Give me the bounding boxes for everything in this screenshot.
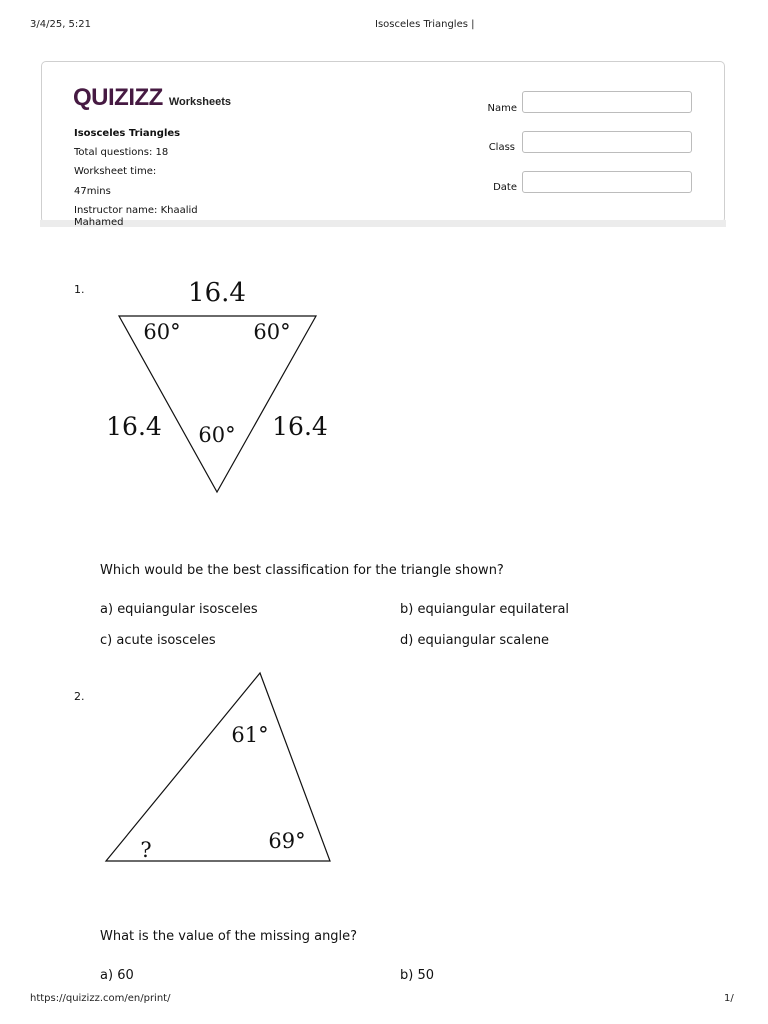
q1-angle-bottom: 60° bbox=[198, 423, 236, 447]
option-label: equiangular scalene bbox=[417, 633, 550, 648]
q2-angle-left: ? bbox=[140, 838, 152, 862]
print-page-title: Isosceles Triangles | bbox=[375, 19, 475, 30]
option-letter: d) bbox=[400, 633, 414, 648]
instructor-name: Instructor name: Khaalid Mahamed bbox=[74, 205, 198, 228]
option-letter: b) bbox=[400, 602, 414, 617]
print-url: https://quizizz.com/en/print/ bbox=[30, 993, 171, 1004]
option-letter: b) bbox=[400, 968, 414, 983]
worksheet-time-value: 47mins bbox=[74, 186, 111, 197]
q1-top-side: 16.4 bbox=[188, 278, 246, 308]
q1-right-side: 16.4 bbox=[272, 412, 328, 441]
question-2-text: What is the value of the missing angle? bbox=[100, 929, 358, 944]
option-letter: c) bbox=[100, 633, 113, 648]
class-label: Class bbox=[488, 142, 515, 153]
option-label: acute isosceles bbox=[116, 633, 216, 648]
option-label: equiangular equilateral bbox=[417, 602, 570, 617]
logo-product: Worksheets bbox=[168, 96, 231, 108]
q1-angle-top-left: 60° bbox=[143, 320, 181, 344]
print-page-number: 1/ bbox=[724, 993, 734, 1004]
question-1-text: Which would be the best classification for the triangle shown? bbox=[100, 563, 504, 578]
q1-option-d[interactable] bbox=[400, 633, 549, 648]
option-label: 60 bbox=[117, 968, 134, 983]
total-questions: Total questions: 18 bbox=[74, 147, 169, 158]
logo-wordmark: QUIZIZZ bbox=[73, 84, 163, 111]
q2-option-b[interactable] bbox=[400, 968, 434, 983]
worksheet-title: Isosceles Triangles bbox=[74, 128, 181, 139]
question-1-number: 1. bbox=[74, 283, 85, 296]
option-label: 50 bbox=[417, 968, 435, 983]
q1-option-c[interactable] bbox=[100, 633, 216, 648]
print-datetime: 3/4/25, 5:21 bbox=[30, 19, 92, 30]
q2-angle-right: 69° bbox=[268, 829, 306, 853]
option-letter: a) bbox=[100, 602, 114, 617]
worksheet-time-label: Worksheet time: bbox=[74, 166, 157, 177]
q2-angle-top: 61° bbox=[231, 723, 269, 747]
q1-left-side: 16.4 bbox=[106, 412, 162, 441]
question-2-number: 2. bbox=[74, 690, 85, 703]
date-label: Date bbox=[493, 182, 517, 193]
option-letter: a) bbox=[100, 968, 114, 983]
q1-option-b[interactable] bbox=[400, 602, 569, 617]
q2-option-a[interactable] bbox=[100, 968, 134, 983]
name-label: Name bbox=[487, 103, 517, 114]
q1-angle-top-right: 60° bbox=[253, 320, 291, 344]
q1-option-a[interactable] bbox=[100, 602, 258, 617]
option-label: equiangular isosceles bbox=[117, 602, 258, 617]
